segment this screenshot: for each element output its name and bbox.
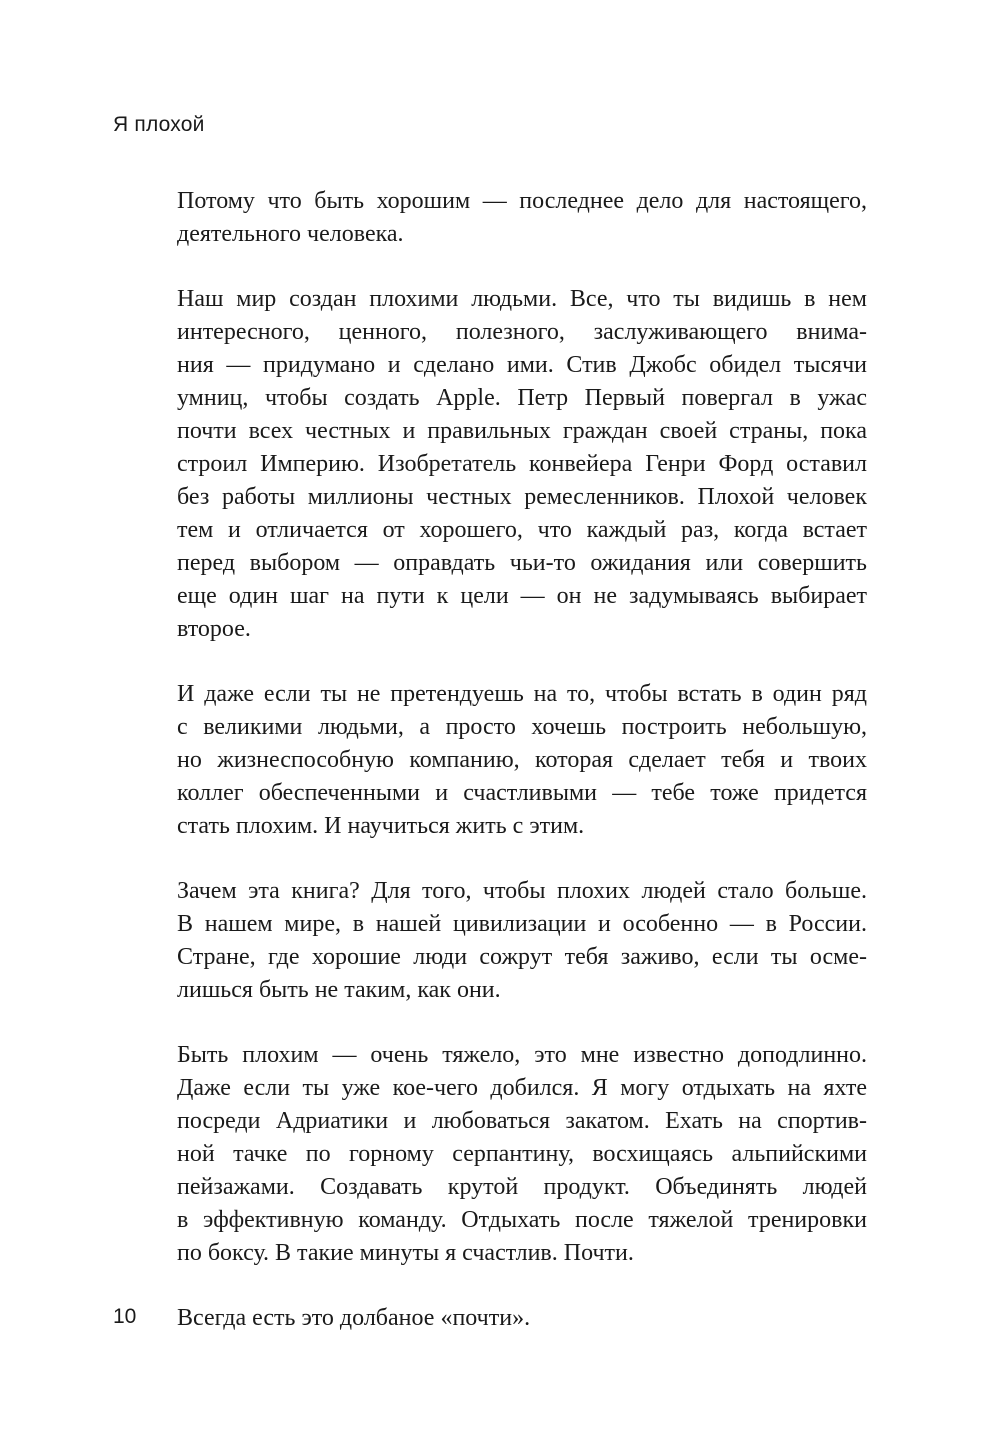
text-line: коллег обеспеченными и счастливыми — тебе тоже придется <box>177 780 867 806</box>
paragraph-5 <box>177 1039 867 1270</box>
paragraph-2 <box>177 283 867 646</box>
text-line: пейзажами. Создавать крутой продукт. Объединять людей <box>177 1174 867 1200</box>
text-line: Потому что быть хорошим — последнее дело для настоящего, <box>177 188 867 214</box>
text-line: ной тачке по горному серпантину, восхищаясь альпийскими <box>177 1141 867 1167</box>
paragraph-4 <box>177 875 867 1007</box>
body-text <box>177 185 867 1367</box>
text-line: строил Империю. Изобретатель конвейера Генри Форд оставил <box>177 451 867 477</box>
text-line: по боксу. В такие минуты я счастлив. Почти. <box>177 1240 634 1266</box>
text-line: стать плохим. И научиться жить с этим. <box>177 813 585 839</box>
text-line: Даже если ты уже кое-чего добился. Я могу отдыхать на яхте <box>177 1075 867 1101</box>
page-number: 10 <box>113 1305 137 1328</box>
text-line: в эффективную команду. Отдыхать после тяжелой тренировки <box>177 1207 867 1233</box>
text-line: Всегда есть это долбаное «почти». <box>177 1305 531 1331</box>
paragraph-3 <box>177 678 867 843</box>
paragraph-1 <box>177 185 867 251</box>
text-line: еще один шаг на пути к цели — он не задумываясь выбирает <box>177 583 867 609</box>
text-line: посреди Адриатики и любоваться закатом. Ехать на спортив- <box>177 1108 867 1134</box>
paragraph-6 <box>177 1302 867 1335</box>
text-line: почти всех честных и правильных граждан своей страны, пока <box>177 418 867 444</box>
text-line: умниц, чтобы создать Apple. Петр Первый повергал в ужас <box>177 385 867 411</box>
text-line: второе. <box>177 616 251 642</box>
text-line: И даже если ты не претендуешь на то, чтобы встать в один ряд <box>177 681 867 707</box>
running-head: Я плохой <box>113 113 205 136</box>
text-line: лишься быть не таким, как они. <box>177 977 501 1003</box>
text-line: Стране, где хорошие люди сожрут тебя заживо, если ты осме- <box>177 944 867 970</box>
text-line: интересного, ценного, полезного, заслуживающего внима- <box>177 319 867 345</box>
text-line: без работы миллионы честных ремесленников. Плохой человек <box>177 484 867 510</box>
text-line: В нашем мире, в нашей цивилизации и особенно — в России. <box>177 911 867 937</box>
text-line: тем и отличается от хорошего, что каждый раз, когда встает <box>177 517 867 543</box>
text-line: Быть плохим — очень тяжело, это мне известно доподлинно. <box>177 1042 867 1068</box>
text-line: деятельного человека. <box>177 221 404 247</box>
text-line: ния — придумано и сделано ими. Стив Джобс обидел тысячи <box>177 352 867 378</box>
text-line: но жизнеспособную компанию, которая сделает тебя и твоих <box>177 747 867 773</box>
text-line: перед выбором — оправдать чьи-то ожидания или совершить <box>177 550 867 576</box>
text-line: Наш мир создан плохими людьми. Все, что ты видишь в нем <box>177 286 867 312</box>
text-line: с великими людьми, а просто хочешь построить небольшую, <box>177 714 867 740</box>
text-line: Зачем эта книга? Для того, чтобы плохих людей стало больше. <box>177 878 867 904</box>
